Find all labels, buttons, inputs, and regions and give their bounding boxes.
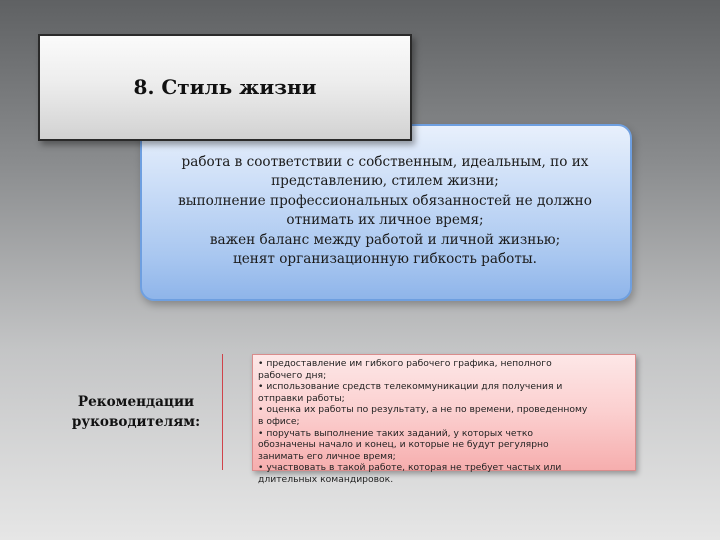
recommendation-line: в офисе; [258, 415, 300, 427]
description-line: важен баланс между работой и личной жизнью; [209, 231, 561, 248]
description-line: выполнение профессиональных обязанностей не должно [178, 192, 592, 209]
recommendation-line: • использование средств телекоммуникации для получения и [258, 381, 563, 393]
description-line: работа в соответствии с собственным, идеальным, по их [181, 154, 589, 170]
vertical-divider [222, 354, 223, 470]
recommendation-line: занимать его личное время; [258, 450, 396, 462]
recommendations-list [258, 358, 638, 486]
description-line: представлению, стилем жизни; [271, 173, 499, 190]
recommendation-line: • оценка их работы по результату, а не по времени, проведенному [258, 404, 588, 416]
slide-title: 8. Стиль жизни [133, 75, 317, 99]
description-line: отнимать их личное время; [286, 212, 484, 229]
recommendations-label-line: руководителям: [71, 414, 201, 430]
description-line: ценят организационную гибкость работы. [232, 251, 537, 268]
recommendations-label-line: Рекомендации [77, 394, 195, 410]
recommendation-line: отправки работы; [258, 392, 345, 404]
recommendation-line: длительных командировок. [258, 473, 394, 485]
description-text [150, 153, 620, 269]
recommendations-label [56, 392, 216, 432]
recommendation-line: рабочего дня; [258, 369, 327, 381]
recommendation-line: • поручать выполнение таких заданий, у которых четко [258, 427, 534, 439]
recommendation-line: • участвовать в такой работе, которая не требует частых или [258, 462, 562, 474]
recommendation-line: обозначены начало и конец, и которые не будут регулярно [258, 439, 549, 451]
recommendation-line: • предоставление им гибкого рабочего графика, неполного [258, 358, 552, 369]
